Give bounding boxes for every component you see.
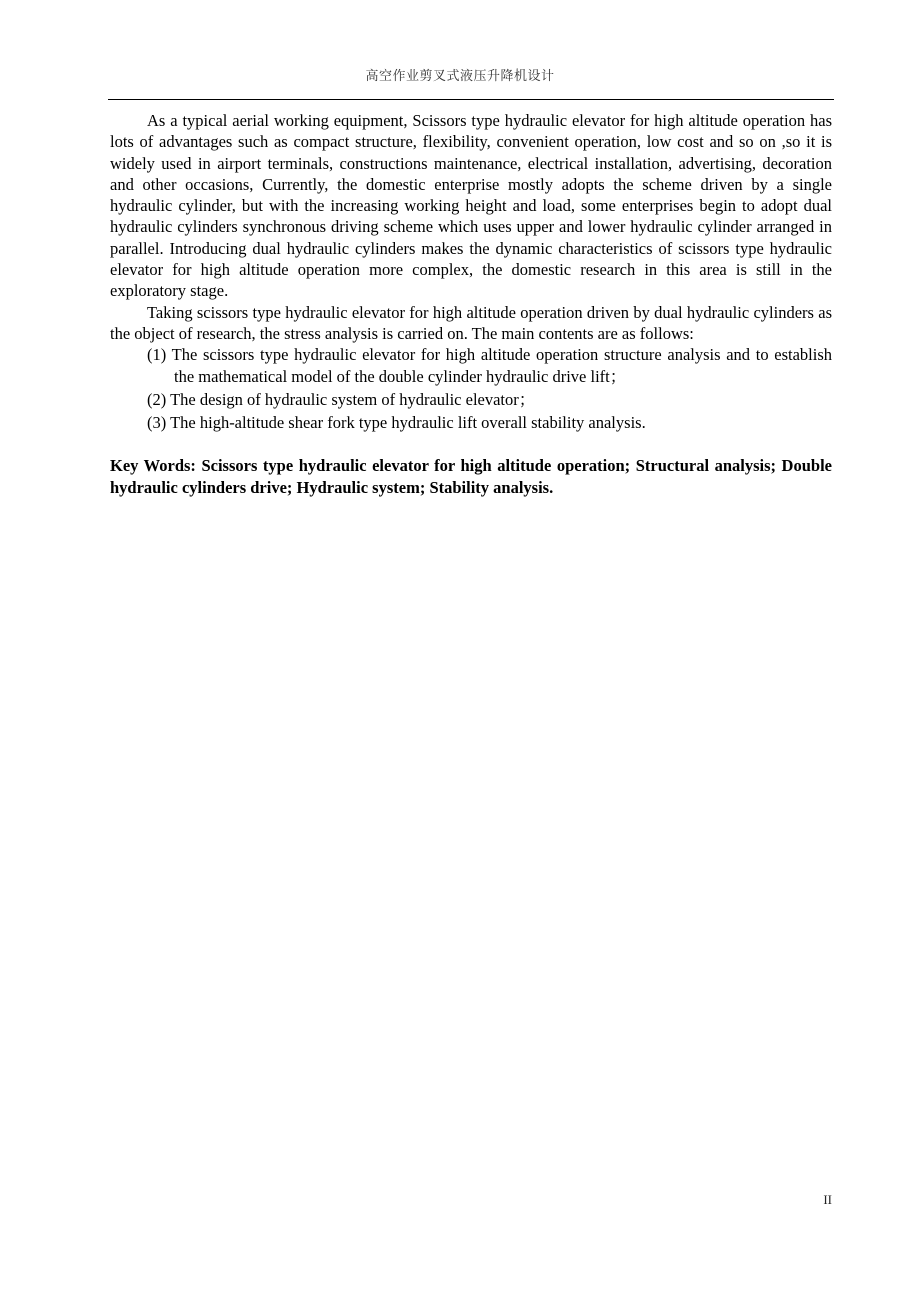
abstract-paragraph-1: As a typical aerial working equipment, Scissors type hydraulic elevator for high altitude operation has lots of advantages such as compact structure, flexibility, convenient operation, low cost and so on ,so it is widely used in airport terminals, constructions maintenance, electrical installation, advertising, decoration and other occasions, Currently, the domestic enterprise mostly adopts the scheme driven by a single hydraulic cylinder, but with the increasing working height and load, some enterprises begin to adopt dual hydraulic cylinders synchronous driving scheme which uses upper and lower hydraulic cylinder arranged in parallel. Introducing dual hydraulic cylinders makes the dynamic characteristics of scissors type hydraulic elevator for high altitude operation more complex, the domestic research in this area is still in the exploratory stage. bbox=[110, 111, 832, 301]
page-header-title: 高空作业剪叉式液压升降机设计 bbox=[365, 69, 555, 84]
list-item bbox=[110, 344, 832, 387]
keywords: Key Words: Scissors type hydraulic elevator for high altitude operation; Structural analysis; Double hydraulic cylinders drive; Hydraulic system; Stability analysis. bbox=[110, 456, 832, 497]
list-item bbox=[110, 412, 832, 433]
list-item-text: The scissors type hydraulic elevator for high altitude operation structure analysis and to establish the mathematical model of the double cylinder hydraulic drive lift； bbox=[171, 345, 832, 386]
header-divider bbox=[108, 99, 834, 100]
abstract-body bbox=[110, 110, 832, 498]
list-item-text: The high-altitude shear fork type hydraulic lift overall stability analysis. bbox=[170, 413, 646, 433]
page-number: II bbox=[823, 1192, 832, 1207]
list-item bbox=[110, 389, 832, 410]
contents-list bbox=[110, 344, 832, 433]
list-item-number: (3) bbox=[147, 413, 167, 433]
list-item-text: The design of hydraulic system of hydraulic elevator； bbox=[170, 389, 536, 409]
abstract-paragraph-2: Taking scissors type hydraulic elevator for high altitude operation driven by dual hydraulic cylinders as the object of research, the stress analysis is carried on. The main contents are as follows: bbox=[110, 302, 832, 343]
list-item-number: (1) bbox=[147, 345, 167, 365]
list-item-number: (2) bbox=[147, 389, 167, 409]
